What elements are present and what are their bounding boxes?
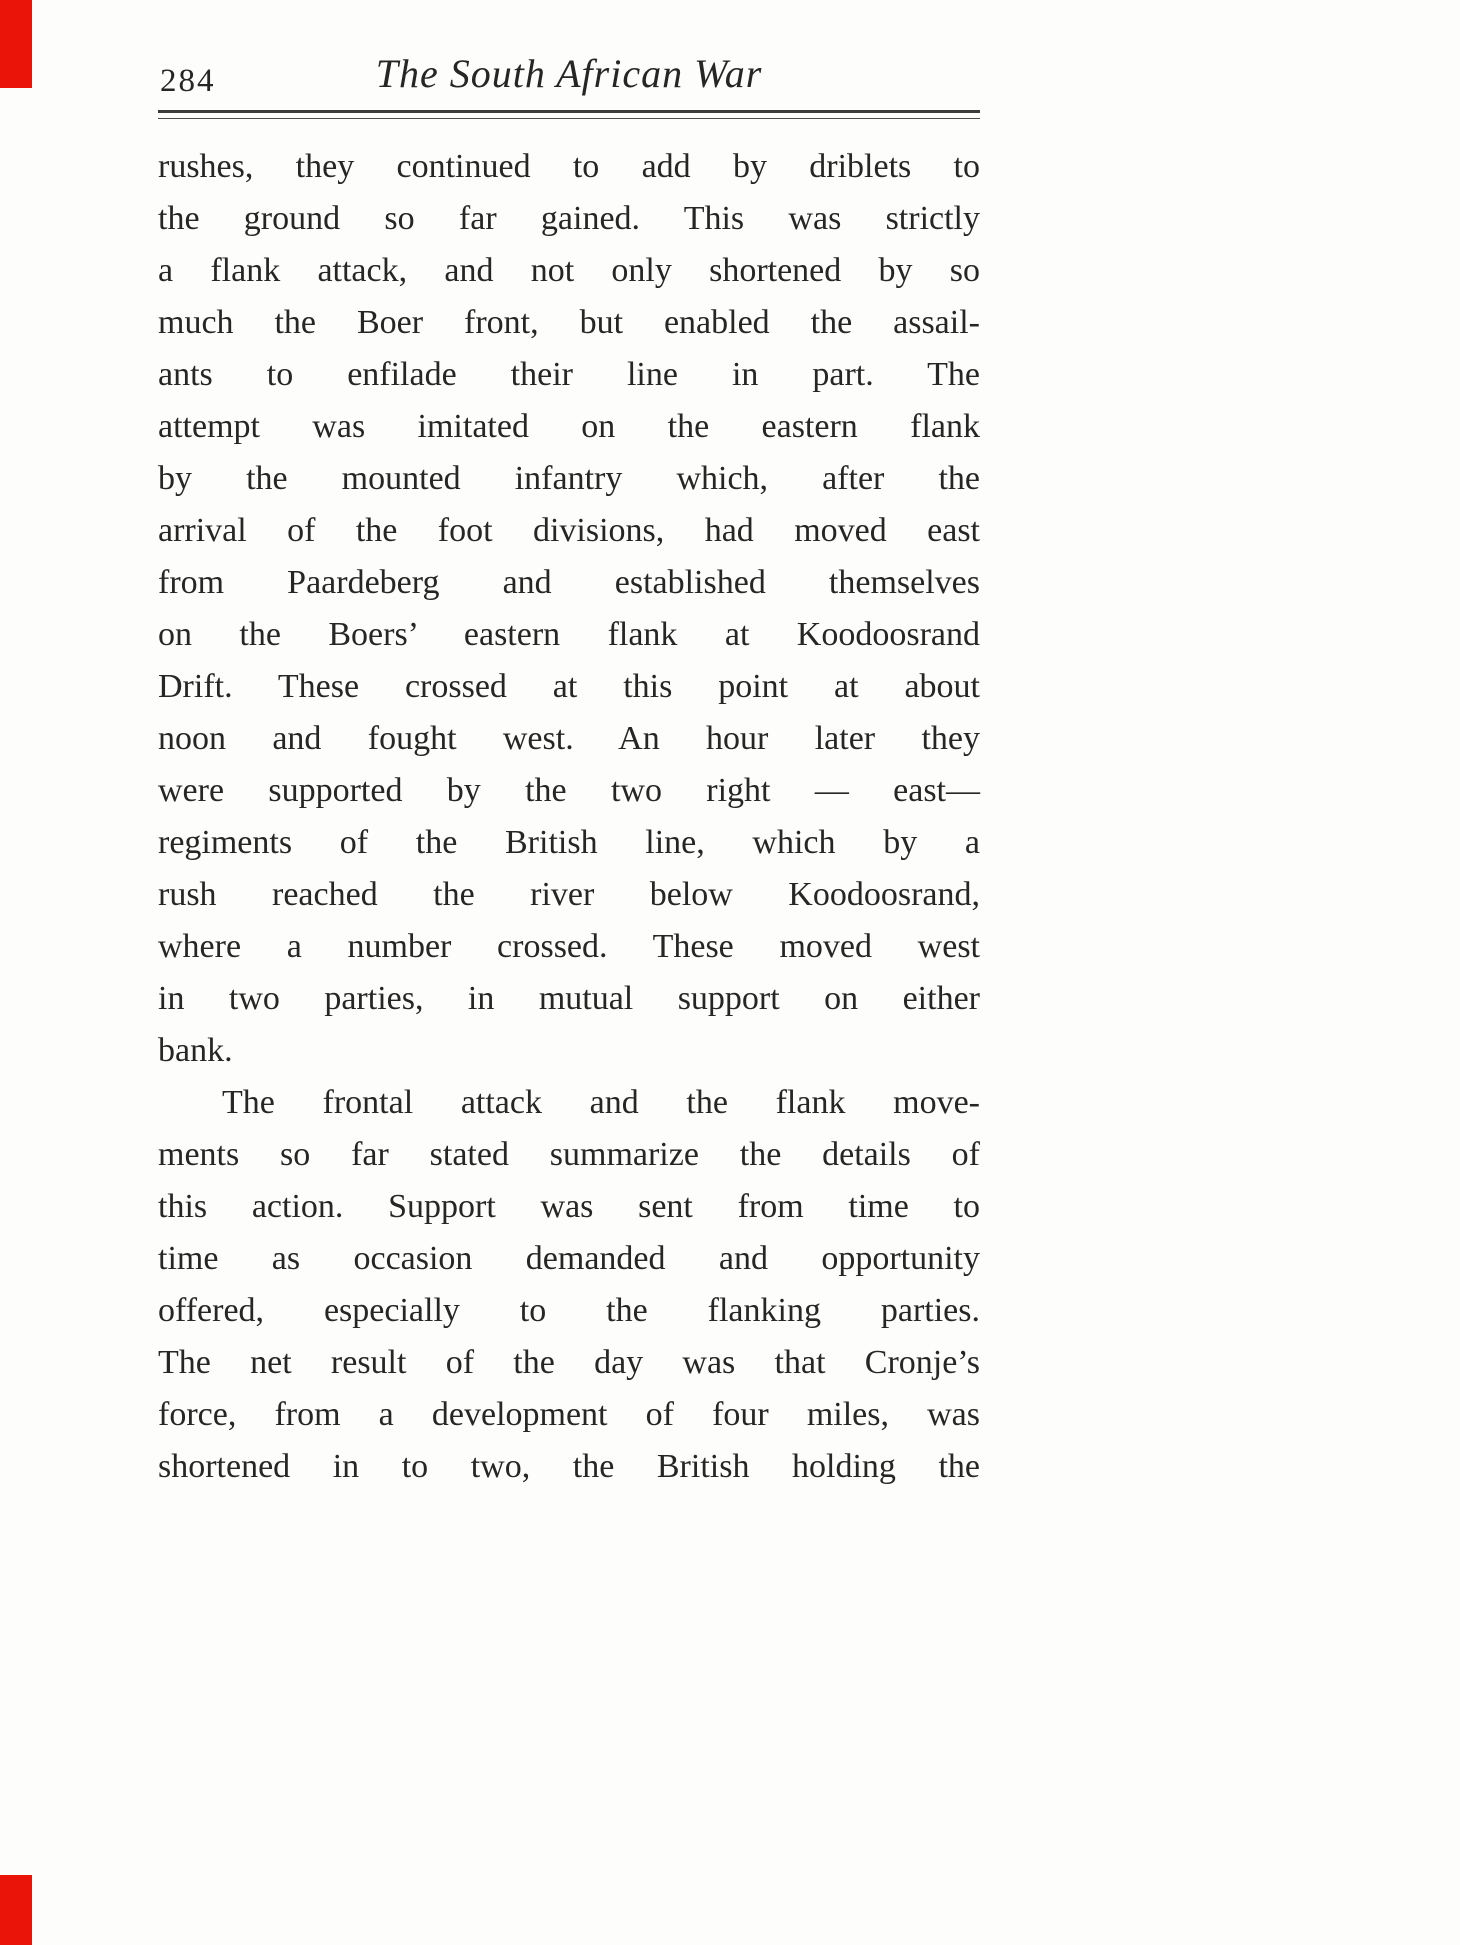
text-line: bank. [158, 1032, 233, 1069]
page-content [158, 48, 980, 1493]
text-line: much the Boer front, but enabled the assail- [158, 304, 980, 341]
text-line: a flank attack, and not only shortened by so [158, 252, 980, 289]
text-line: this action. Support was sent from time to [158, 1188, 980, 1225]
text-line: regiments of the British line, which by a [158, 824, 980, 861]
text-line: offered, especially to the flanking parties. [158, 1292, 980, 1329]
text-line: shortened in to two, the British holding the [158, 1448, 980, 1485]
text-line: on the Boers’ eastern flank at Koodoosrand [158, 616, 980, 653]
body-text [158, 141, 980, 1493]
text-line: where a number crossed. These moved west [158, 928, 980, 965]
text-line: rushes, they continued to add by driblets to [158, 148, 980, 185]
text-line: ments so far stated summarize the details of [158, 1136, 980, 1173]
running-title: The South African War [375, 51, 763, 96]
text-line: rush reached the river below Koodoosrand, [158, 876, 980, 913]
scan-artifact-bottom [0, 1875, 32, 1945]
text-line: force, from a development of four miles, was [158, 1396, 980, 1433]
text-line: time as occasion demanded and opportunity [158, 1240, 980, 1277]
page-number: 284 [160, 63, 216, 99]
text-line: were supported by the two right — east— [158, 772, 980, 809]
text-line: the ground so far gained. This was strictly [158, 200, 980, 237]
text-line: Drift. These crossed at this point at about [158, 668, 980, 705]
text-line: from Paardeberg and established themselves [158, 564, 980, 601]
page-header [158, 48, 980, 100]
text-line: attempt was imitated on the eastern flank [158, 408, 980, 445]
header-rule [158, 110, 980, 119]
text-line: The net result of the day was that Cronje’s [158, 1344, 980, 1381]
text-line: The frontal attack and the flank move- [222, 1084, 980, 1121]
text-line: by the mounted infantry which, after the [158, 460, 980, 497]
text-line: noon and fought west. An hour later they [158, 720, 980, 757]
text-line: ants to enfilade their line in part. The [158, 356, 980, 393]
text-line: in two parties, in mutual support on either [158, 980, 980, 1017]
scan-artifact-top [0, 0, 32, 88]
text-line: arrival of the foot divisions, had moved east [158, 512, 980, 549]
